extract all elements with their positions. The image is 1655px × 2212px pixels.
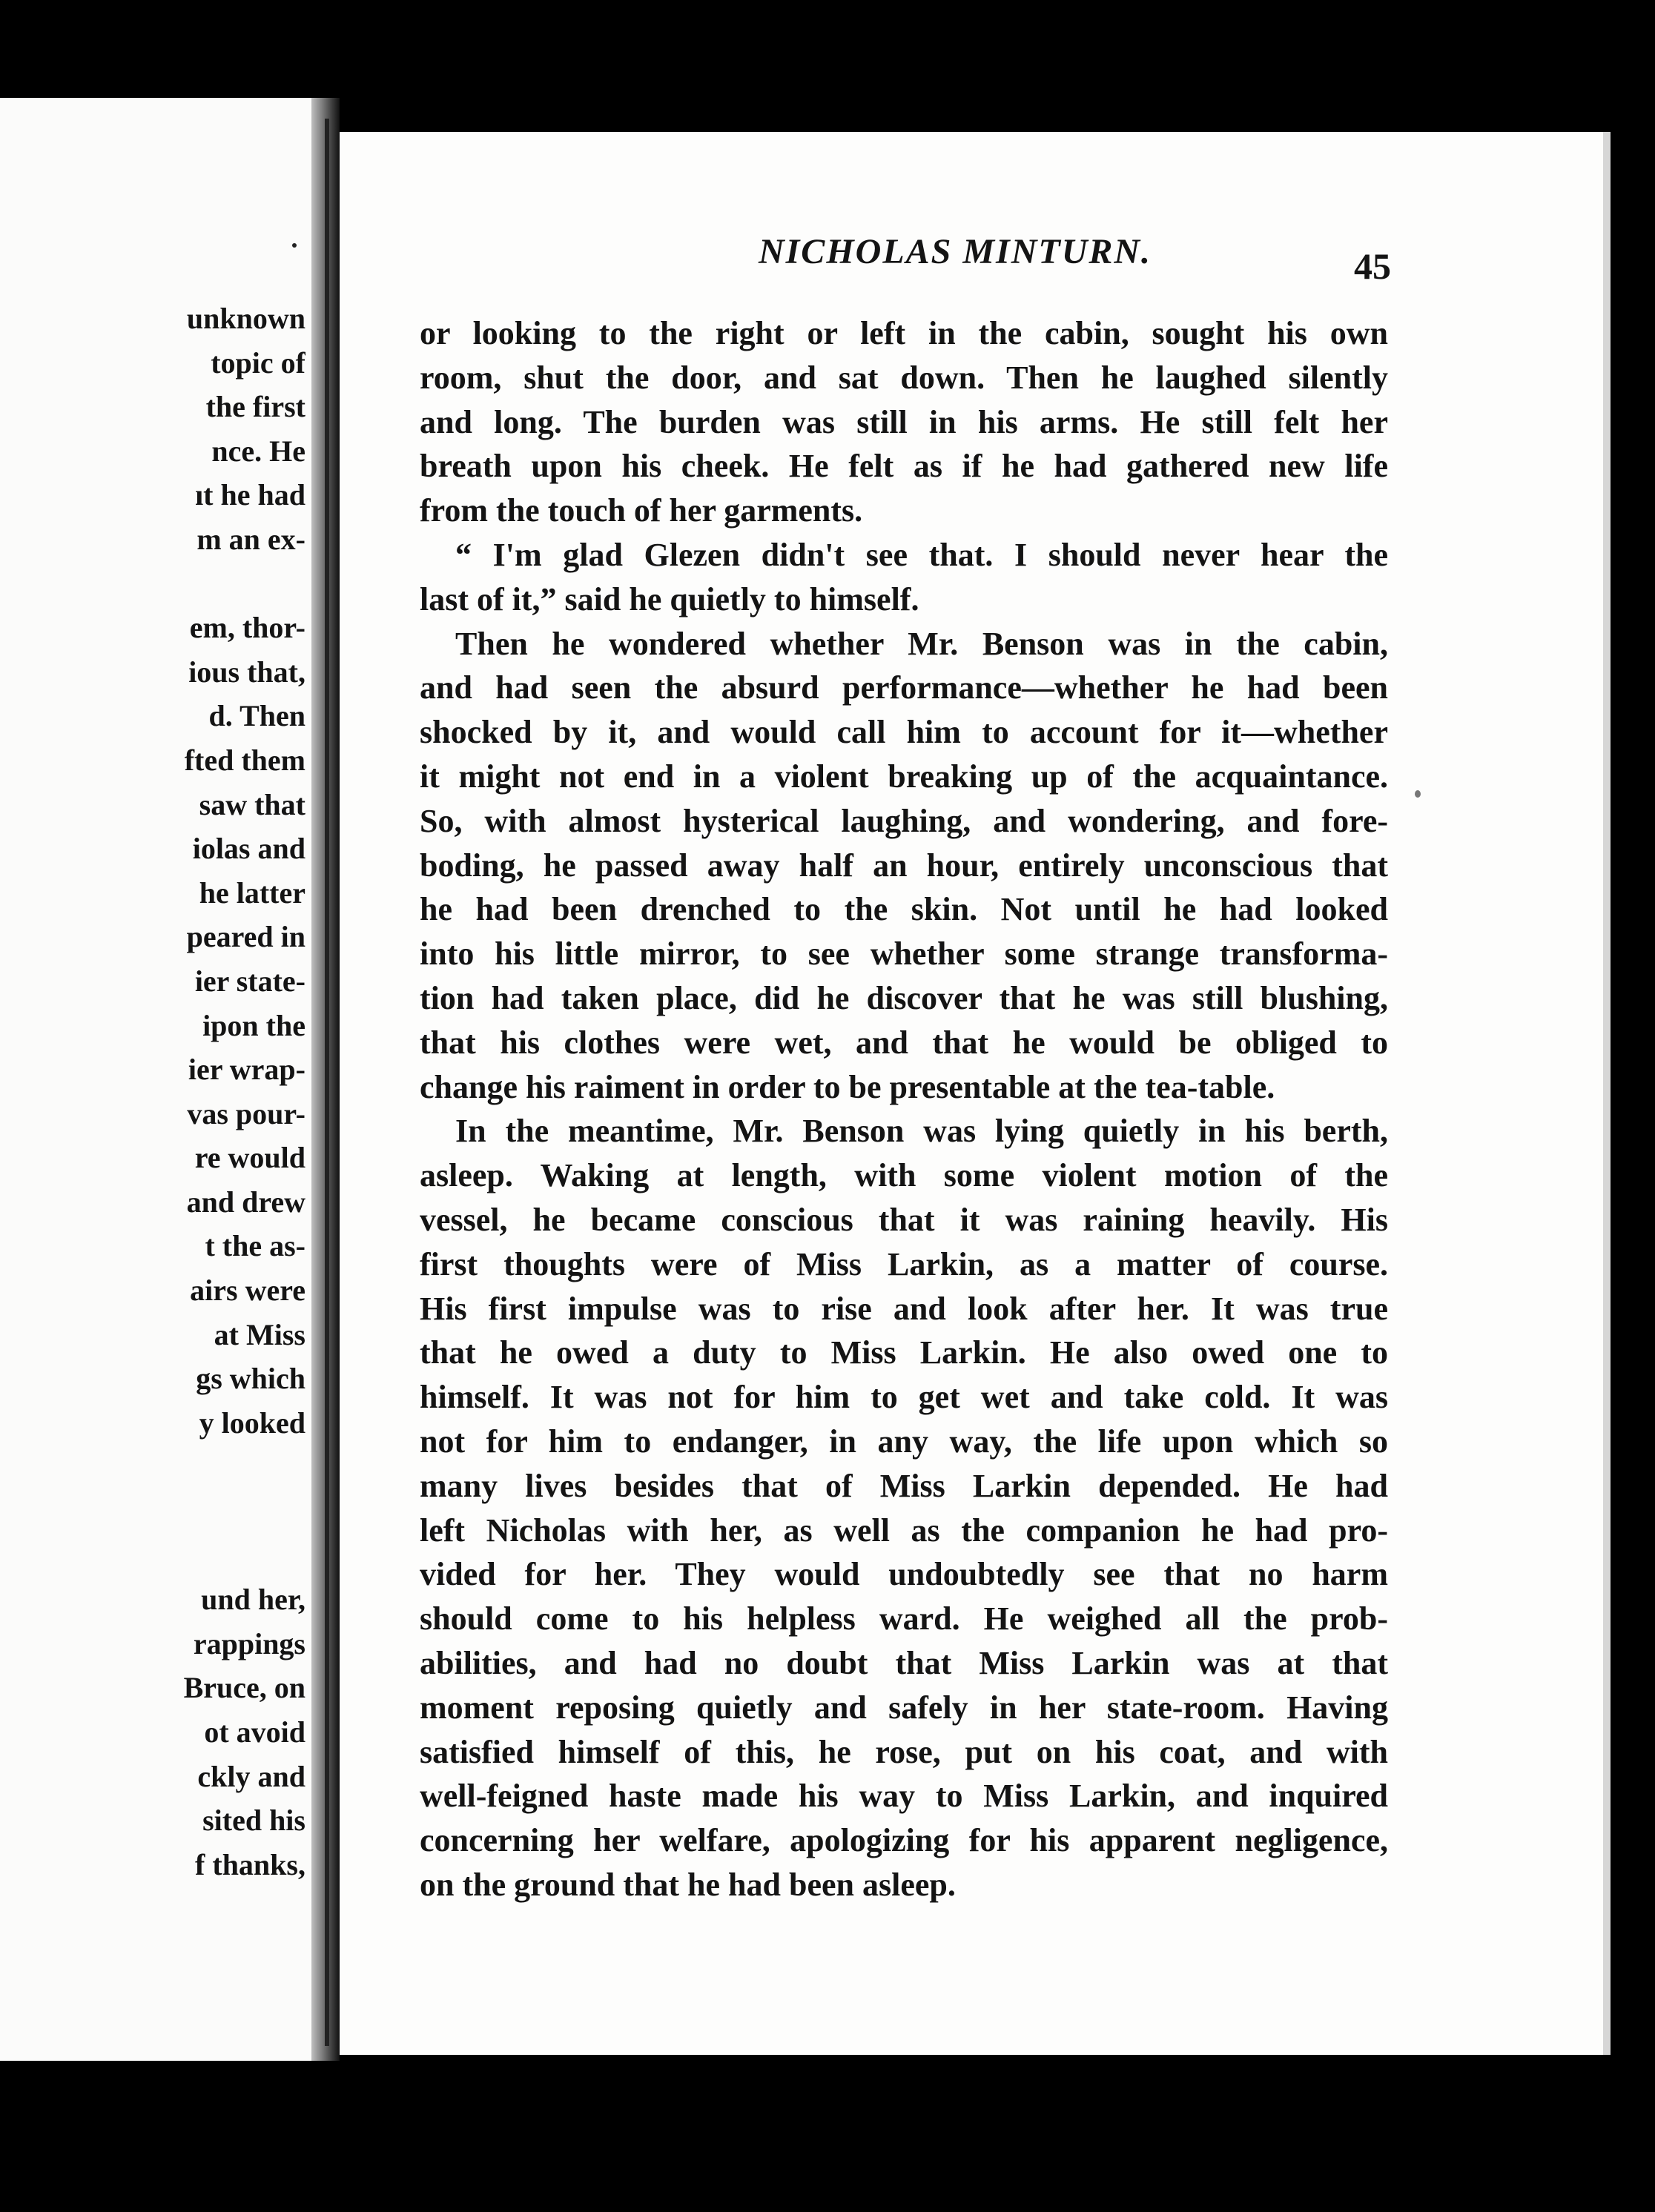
left-page-line: sited his	[202, 1804, 305, 1838]
text-line: and long. The burden was still in his arms. He still felt her	[420, 403, 1388, 440]
page-number: 45	[1354, 245, 1391, 287]
text-line: His first impulse was to rise and look after her. It was true	[420, 1290, 1388, 1327]
left-page-line: gs which	[196, 1362, 305, 1396]
left-page-line: m an ex-	[196, 522, 305, 556]
text-line: moment reposing quietly and safely in her state-room. Having	[420, 1689, 1388, 1726]
left-page-line: airs were	[190, 1274, 305, 1308]
left-page-line: Bruce, on	[183, 1671, 305, 1705]
left-page-line: y looked	[199, 1405, 305, 1440]
text-line: room, shut the door, and sat down. Then he laughed silently	[420, 359, 1388, 396]
left-page-line	[0, 562, 305, 606]
text-line: tion had taken place, did he discover that he was still blushing,	[420, 979, 1388, 1016]
text-line: many lives besides that of Miss Larkin depended. He had	[420, 1467, 1388, 1504]
left-page-line	[0, 1489, 305, 1534]
left-page-text	[0, 297, 305, 1887]
text-line: last of it,” said he quietly to himself.	[420, 580, 919, 617]
left-page-line: ier state-	[194, 964, 305, 998]
gutter-shadow-line	[325, 119, 329, 2046]
left-page-line: and drew	[186, 1185, 305, 1219]
left-page-line: und her,	[201, 1583, 305, 1617]
text-line: “ I'm glad Glezen didn't see that. I should never hear the	[455, 536, 1388, 573]
text-line: shocked by it, and would call him to account for it—whether	[420, 714, 1388, 751]
left-page-line: t the as-	[205, 1229, 305, 1263]
left-page-line: ot avoid	[204, 1715, 305, 1749]
text-line: on the ground that he had been asleep.	[420, 1866, 956, 1903]
left-page-line: ipon the	[202, 1008, 305, 1042]
left-page-line: ious that,	[188, 655, 305, 689]
left-page-line: d. Then	[208, 699, 305, 733]
scan-speck	[1415, 790, 1421, 798]
page-edge	[1603, 132, 1611, 2055]
text-line: well-feigned haste made his way to Miss Larkin, and inquired	[420, 1778, 1388, 1815]
text-line: concerning her welfare, apologizing for his apparent negligence,	[420, 1822, 1388, 1859]
text-line: he had been drenched to the skin. Not until he had looked	[420, 891, 1388, 928]
text-line: abilities, and had no doubt that Miss Larkin was at that	[420, 1644, 1388, 1681]
text-line: should come to his helpless ward. He weighed all the prob-	[420, 1600, 1388, 1638]
text-line: left Nicholas with her, as well as the companion he had pro-	[420, 1511, 1388, 1549]
text-line: asleep. Waking at length, with some violent motion of the	[420, 1157, 1388, 1194]
text-line: from the touch of her garments.	[420, 492, 863, 529]
text-line: not for him to endanger, in any way, the life upon which so	[420, 1423, 1388, 1460]
left-page-line	[0, 1534, 305, 1578]
text-line: that his clothes were wet, and that he would be obliged to	[420, 1024, 1388, 1061]
left-page-line: em, thor-	[189, 611, 305, 645]
text-line: himself. It was not for him to get wet and take cold. It was	[420, 1379, 1388, 1416]
left-page-line: ıt he had	[195, 478, 305, 512]
left-page-line	[0, 1445, 305, 1489]
text-line: first thoughts were of Miss Larkin, as a matter of course.	[420, 1245, 1388, 1282]
text-line: or looking to the right or left in the cabin, sought his own	[420, 315, 1388, 351]
text-line: boding, he passed away half an hour, entirely unconscious that	[420, 847, 1388, 884]
left-page-line: re would	[194, 1141, 305, 1175]
left-page-line: ckly and	[197, 1759, 305, 1793]
text-line: satisfied himself of this, he rose, put on his coat, and with	[420, 1733, 1388, 1770]
text-line: vessel, he became conscious that it was raining heavily. His	[420, 1201, 1388, 1238]
text-line: So, with almost hysterical laughing, and wondering, and fore-	[420, 802, 1388, 839]
text-line: that he owed a duty to Miss Larkin. He also owed one to	[420, 1334, 1388, 1371]
text-line: into his little mirror, to see whether some strange transforma-	[420, 936, 1388, 973]
left-page-line: topic of	[211, 345, 305, 380]
left-page-line: saw that	[199, 787, 305, 821]
left-page-line: f thanks,	[195, 1847, 305, 1881]
body-text	[420, 311, 1388, 1907]
left-page-line: at Miss	[214, 1317, 305, 1351]
text-line: it might not end in a violent breaking up of the acquaintance.	[420, 758, 1388, 795]
left-page-line: vas pour-	[187, 1096, 305, 1130]
left-page-line: he latter	[199, 875, 305, 910]
text-line: In the meantime, Mr. Benson was lying quietly in his berth,	[455, 1113, 1388, 1150]
left-page-line: peared in	[186, 920, 305, 954]
text-line: and had seen the absurd performance—whether he had been	[420, 669, 1388, 706]
left-page-line: iolas and	[192, 832, 305, 866]
left-page-line: ier wrap-	[188, 1053, 305, 1087]
text-line: change his raiment in order to be presentable at the tea-table.	[420, 1068, 1275, 1105]
running-head: NICHOLAS MINTURN.	[758, 232, 1152, 271]
left-page-line: unknown	[186, 302, 305, 335]
left-page-line: the first	[205, 390, 305, 424]
left-page	[0, 98, 311, 2061]
text-line: breath upon his cheek. He felt as if he had gathered new life	[420, 448, 1388, 485]
left-page-line: nce. He	[211, 434, 305, 468]
margin-dot	[292, 243, 297, 248]
left-page-line: fted them	[184, 743, 305, 777]
text-line: Then he wondered whether Mr. Benson was in the cabin,	[455, 625, 1388, 662]
text-line: vided for her. They would undoubtedly see that no harm	[420, 1556, 1388, 1593]
left-page-line: rappings	[193, 1626, 305, 1660]
